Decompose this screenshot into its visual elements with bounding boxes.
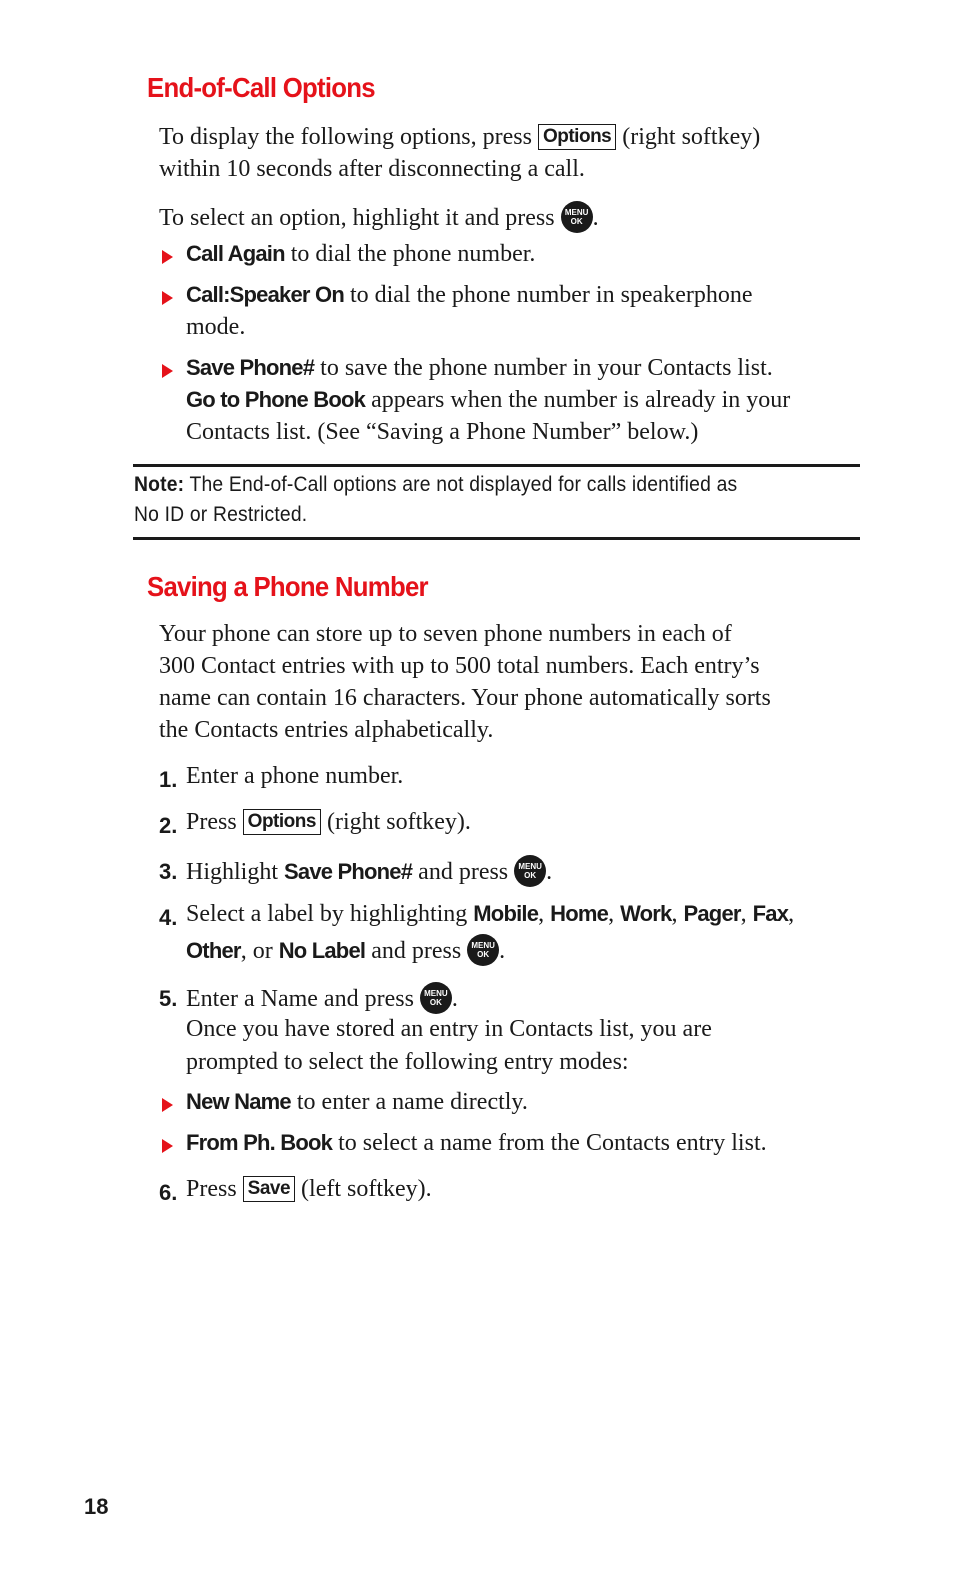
bullet-from-ph-book: From Ph. Book to select a name from the Contacts entry list.	[186, 1130, 767, 1156]
step-6-text: Press Save (left softkey).	[186, 1176, 432, 1202]
para-line-4: the Contacts entries alphabetically.	[159, 717, 494, 743]
section-title-end-of-call: End-of-Call Options	[147, 72, 375, 103]
step-number-3: 3.	[159, 859, 178, 884]
menu-ok-key-icon: MENU OK	[420, 982, 452, 1014]
step-5-text: Enter a Name and press MENU OK .	[186, 982, 458, 1014]
menu-ok-key-icon: MENU OK	[561, 201, 593, 233]
save-softkey: Save	[243, 1176, 295, 1202]
step-number-1: 1.	[159, 767, 178, 792]
red-triangle-bullet-icon	[162, 364, 173, 378]
para-line-2: 300 Contact entries with up to 500 total numbers. Each entry’s	[159, 653, 760, 679]
step-number-4: 4.	[159, 905, 178, 930]
red-triangle-bullet-icon	[162, 1139, 173, 1153]
bullet-new-name: New Name to enter a name directly.	[186, 1089, 528, 1115]
step-number-5: 5.	[159, 986, 178, 1011]
step-1-text: Enter a phone number.	[186, 763, 404, 789]
intro-line-2: within 10 seconds after disconnecting a call.	[159, 156, 585, 182]
step-3-text: Highlight Save Phone# and press MENU OK .	[186, 855, 552, 887]
note-top-rule	[133, 464, 860, 467]
note-bottom-rule	[133, 537, 860, 540]
intro-line-1: To display the following options, press Options (right softkey)	[159, 124, 761, 150]
page-number: 18	[84, 1494, 109, 1519]
options-softkey: Options	[538, 124, 616, 150]
bullet-save-phone-line2: Go to Phone Book appears when the number is already in your	[186, 387, 791, 413]
step-4-text-line2: Other, or No Label and press MENU OK .	[186, 934, 505, 966]
step-4-text: Select a label by highlighting Mobile, Home, Work, Pager, Fax,	[186, 901, 795, 927]
bullet-call-again: Call Again to dial the phone number.	[186, 241, 536, 267]
step-5-line2: Once you have stored an entry in Contacts list, you are	[186, 1016, 712, 1042]
select-instruction: To select an option, highlight it and press MENU OK .	[159, 201, 599, 233]
red-triangle-bullet-icon	[162, 291, 173, 305]
step-number-6: 6.	[159, 1180, 178, 1205]
para-line-3: name can contain 16 characters. Your phone automatically sorts	[159, 685, 771, 711]
note-line-1: Note: The End-of-Call options are not displayed for calls identified as	[134, 473, 738, 496]
menu-ok-key-icon: MENU OK	[467, 934, 499, 966]
options-softkey: Options	[243, 809, 321, 835]
step-5-line3: prompted to select the following entry modes:	[186, 1049, 629, 1075]
red-triangle-bullet-icon	[162, 250, 173, 264]
step-2-text: Press Options (right softkey).	[186, 809, 471, 835]
section-title-saving-phone-number: Saving a Phone Number	[147, 571, 428, 602]
step-number-2: 2.	[159, 813, 178, 838]
para-line-1: Your phone can store up to seven phone numbers in each of	[159, 621, 732, 647]
note-line-2: No ID or Restricted.	[134, 503, 308, 526]
bullet-call-speaker-line2: mode.	[186, 314, 246, 340]
bullet-call-speaker: Call:Speaker On to dial the phone number in speakerphone	[186, 282, 753, 308]
bullet-save-phone-line3: Contacts list. (See “Saving a Phone Number” below.)	[186, 419, 699, 445]
red-triangle-bullet-icon	[162, 1098, 173, 1112]
bullet-save-phone: Save Phone# to save the phone number in your Contacts list.	[186, 355, 773, 381]
menu-ok-key-icon: MENU OK	[514, 855, 546, 887]
